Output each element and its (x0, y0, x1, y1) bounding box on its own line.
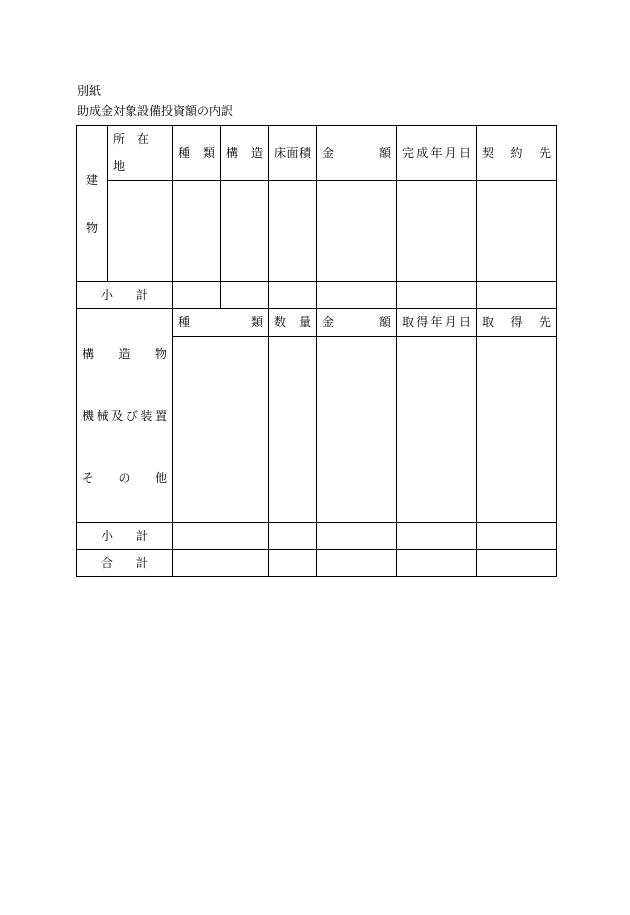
total-cell (269, 550, 317, 577)
supplier-cell (477, 337, 557, 523)
acquisition-date-cell (397, 337, 477, 523)
buildings-label-cell (77, 126, 108, 282)
subtotal-cell (173, 523, 269, 550)
equipment-header-row (77, 309, 557, 337)
structure-cell (221, 181, 269, 282)
subtotal-cell (397, 282, 477, 309)
category-other: そ の 他 (82, 470, 167, 485)
equipment-categories-cell (77, 309, 173, 523)
investment-breakdown-table (76, 125, 557, 577)
subtotal-cell (317, 523, 397, 550)
col-structure: 構 造 (221, 126, 269, 181)
col-supplier: 取 得 先 (477, 309, 557, 337)
contractor-cell (477, 181, 557, 282)
col-location: 所 在 地 (108, 126, 173, 181)
col-quantity: 数 量 (269, 309, 317, 337)
equipment-amount-cell (317, 337, 397, 523)
building-amount-cell (317, 181, 397, 282)
building-type-cell (173, 181, 221, 282)
buildings-header-row (77, 126, 557, 181)
col-building-amount: 金 額 (317, 126, 397, 181)
buildings-subtotal-row (77, 282, 557, 309)
subtotal-cell (269, 282, 317, 309)
col-acquisition-date: 取得年月日 (397, 309, 477, 337)
location-cell (108, 181, 173, 282)
quantity-cell (269, 337, 317, 523)
equipment-subtotal-row (77, 523, 557, 550)
col-building-type: 種 類 (173, 126, 221, 181)
col-floor-area: 床面積 (269, 126, 317, 181)
completion-date-cell (397, 181, 477, 282)
equipment-subtotal-label: 小 計 (77, 523, 173, 550)
subtotal-cell (269, 523, 317, 550)
annex-label: 別紙 (77, 84, 102, 98)
floor-area-cell (269, 181, 317, 282)
subtotal-cell (317, 282, 397, 309)
total-cell (317, 550, 397, 577)
grand-total-label: 合 計 (77, 550, 173, 577)
subtotal-cell (173, 282, 221, 309)
document-title: 助成金対象設備投資額の内訳 (77, 104, 234, 118)
total-cell (397, 550, 477, 577)
category-structures: 構 造 物 (82, 346, 167, 361)
col-equipment-type: 種 類 (173, 309, 269, 337)
equipment-type-cell (173, 337, 269, 523)
total-cell (173, 550, 269, 577)
subtotal-cell (221, 282, 269, 309)
total-cell (477, 550, 557, 577)
col-equipment-amount: 金 額 (317, 309, 397, 337)
subtotal-cell (477, 523, 557, 550)
subtotal-cell (477, 282, 557, 309)
buildings-label-char: 物 (85, 220, 98, 235)
grand-total-row (77, 550, 557, 577)
subtotal-cell (397, 523, 477, 550)
buildings-subtotal-label: 小 計 (77, 282, 173, 309)
col-contractor: 契 約 先 (477, 126, 557, 181)
category-machinery: 機械及び装置 (82, 408, 167, 423)
col-completion-date: 完成年月日 (397, 126, 477, 181)
buildings-data-row (77, 181, 557, 282)
buildings-label-char: 建 (85, 172, 98, 187)
